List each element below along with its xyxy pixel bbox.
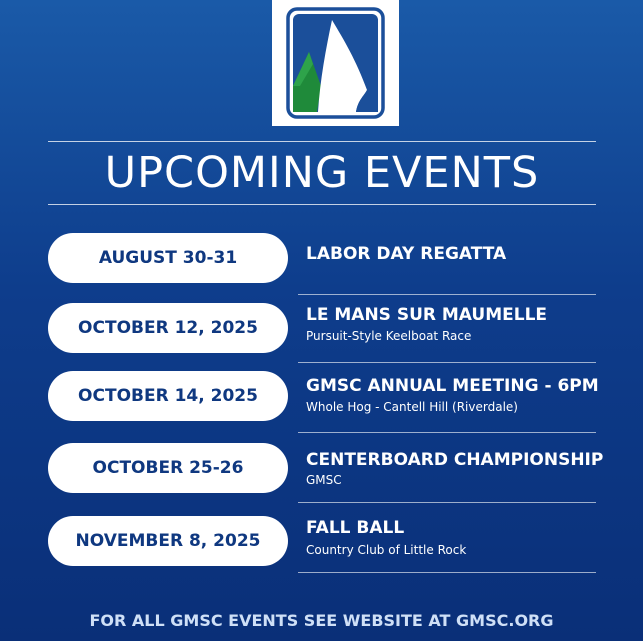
event-date-pill: OCTOBER 12, 2025 [48, 303, 288, 353]
event-title: LE MANS SUR MAUMELLE [306, 305, 548, 325]
event-date-pill: OCTOBER 14, 2025 [48, 371, 288, 421]
event-separator [298, 572, 596, 573]
event-title: LABOR DAY REGATTA [306, 244, 507, 264]
title-bottom-rule [48, 204, 596, 205]
title-top-rule [48, 141, 596, 142]
page-title: UPCOMING EVENTS [104, 148, 540, 198]
event-date-pill: NOVEMBER 8, 2025 [48, 516, 288, 566]
event-subtitle: Country Club of Little Rock [306, 543, 467, 557]
event-subtitle: Whole Hog - Cantell Hill (Riverdale) [306, 400, 518, 414]
gmsc-sail-logo-icon [272, 0, 399, 126]
event-separator [298, 294, 596, 295]
event-separator [298, 502, 596, 503]
event-separator [298, 432, 596, 433]
event-title: GMSC ANNUAL MEETING - 6PM [306, 376, 599, 396]
event-separator [298, 362, 596, 363]
event-subtitle: GMSC [306, 473, 342, 487]
logo [272, 0, 399, 126]
event-date-pill: OCTOBER 25-26 [48, 443, 288, 493]
event-subtitle: Pursuit-Style Keelboat Race [306, 329, 472, 343]
event-title: FALL BALL [306, 518, 405, 538]
footer-website-note: FOR ALL GMSC EVENTS SEE WEBSITE AT GMSC.ORG [89, 611, 554, 630]
event-date-pill: AUGUST 30-31 [48, 233, 288, 283]
event-title: CENTERBOARD CHAMPIONSHIP [306, 450, 604, 470]
